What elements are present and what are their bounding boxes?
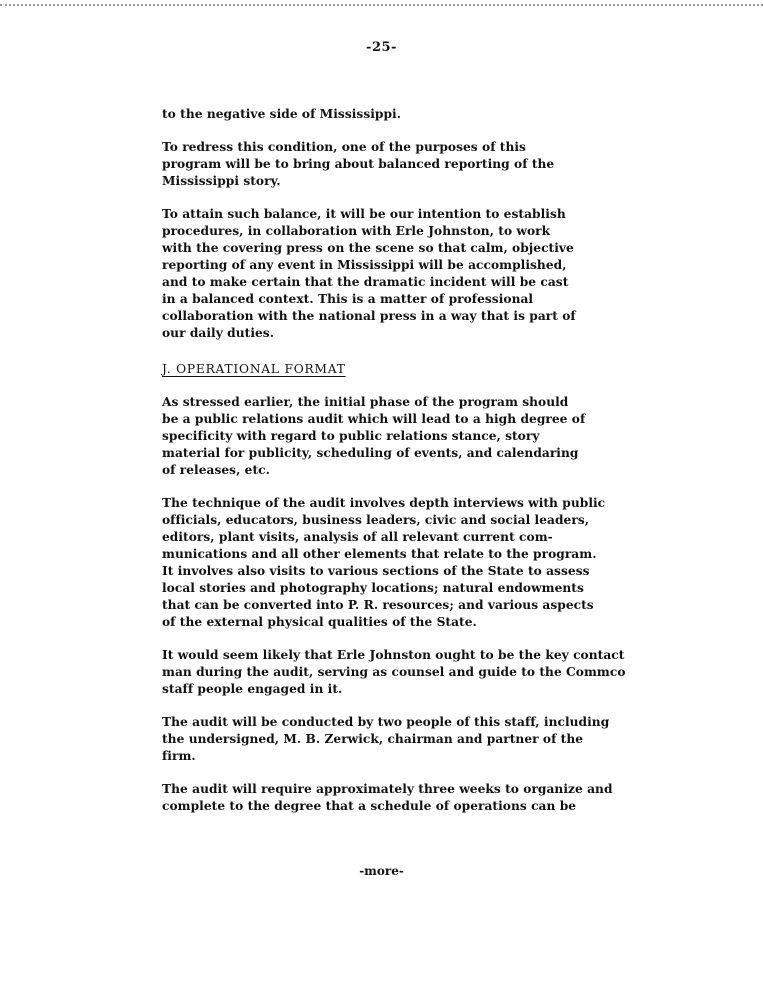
text-line: reporting of any event in Mississippi will be accomplished,: [162, 258, 567, 272]
page-top-edge: [0, 4, 763, 6]
section-heading: J. OPERATIONAL FORMAT: [162, 362, 346, 376]
text-line: local stories and photography locations; natural endowments: [162, 581, 584, 595]
intro-paragraphs: [162, 106, 672, 342]
text-line: of releases, etc.: [162, 463, 270, 477]
text-line: complete to the degree that a schedule of operations can be: [162, 799, 577, 813]
text-line: be a public relations audit which will lead to a high degree of: [162, 412, 586, 426]
paragraph: [162, 394, 672, 479]
text-line: material for publicity, scheduling of events, and calendaring: [162, 446, 579, 460]
text-line: As stressed earlier, the initial phase of the program should: [162, 395, 569, 409]
text-line: with the covering press on the scene so that calm, objective: [162, 241, 574, 255]
text-line: To attain such balance, it will be our intention to establish: [162, 207, 566, 221]
paragraph: [162, 495, 672, 631]
text-line: of the external physical qualities of the State.: [162, 615, 477, 629]
text-line: our daily duties.: [162, 326, 275, 340]
text-line: To redress this condition, one of the purposes of this: [162, 140, 526, 154]
text-line: man during the audit, serving as counsel and guide to the Commco: [162, 665, 626, 679]
text-line: collaboration with the national press in a way that is part of: [162, 309, 576, 323]
text-line: The audit will be conducted by two people of this staff, including: [162, 715, 610, 729]
text-line: that can be converted into P. R. resources; and various aspects: [162, 598, 594, 612]
text-line: firm.: [162, 749, 196, 763]
text-line: Mississippi story.: [162, 174, 281, 188]
text-line: staff people engaged in it.: [162, 682, 343, 696]
text-line: and to make certain that the dramatic incident will be cast: [162, 275, 569, 289]
page-number: -25-: [366, 40, 397, 55]
paragraph: [162, 714, 672, 765]
section-paragraphs: [162, 394, 672, 815]
paragraph: [162, 206, 672, 342]
paragraph: [162, 139, 672, 190]
paragraph: [162, 647, 672, 698]
text-line: in a balanced context. This is a matter of professional: [162, 292, 534, 306]
footer-more: -more-: [359, 864, 404, 878]
text-line: The audit will require approximately three weeks to organize and: [162, 782, 613, 796]
text-line: It would seem likely that Erle Johnston ought to be the key contact: [162, 648, 625, 662]
text-line: munications and all other elements that relate to the program.: [162, 547, 597, 561]
text-line: officials, educators, business leaders, civic and social leaders,: [162, 513, 590, 527]
text-line: editors, plant visits, analysis of all relevant current com-: [162, 530, 553, 544]
text-line: program will be to bring about balanced reporting of the: [162, 157, 555, 171]
text-line: the undersigned, M. B. Zerwick, chairman and partner of the: [162, 732, 584, 746]
text-line: to the negative side of Mississippi.: [162, 107, 402, 121]
text-line: The technique of the audit involves depth interviews with public: [162, 496, 606, 510]
text-line: It involves also visits to various sections of the State to assess: [162, 564, 590, 578]
body-text: [162, 106, 672, 831]
text-line: procedures, in collaboration with Erle Johnston, to work: [162, 224, 551, 238]
paragraph: [162, 106, 672, 123]
text-line: specificity with regard to public relations stance, story: [162, 429, 540, 443]
paragraph: [162, 781, 672, 815]
